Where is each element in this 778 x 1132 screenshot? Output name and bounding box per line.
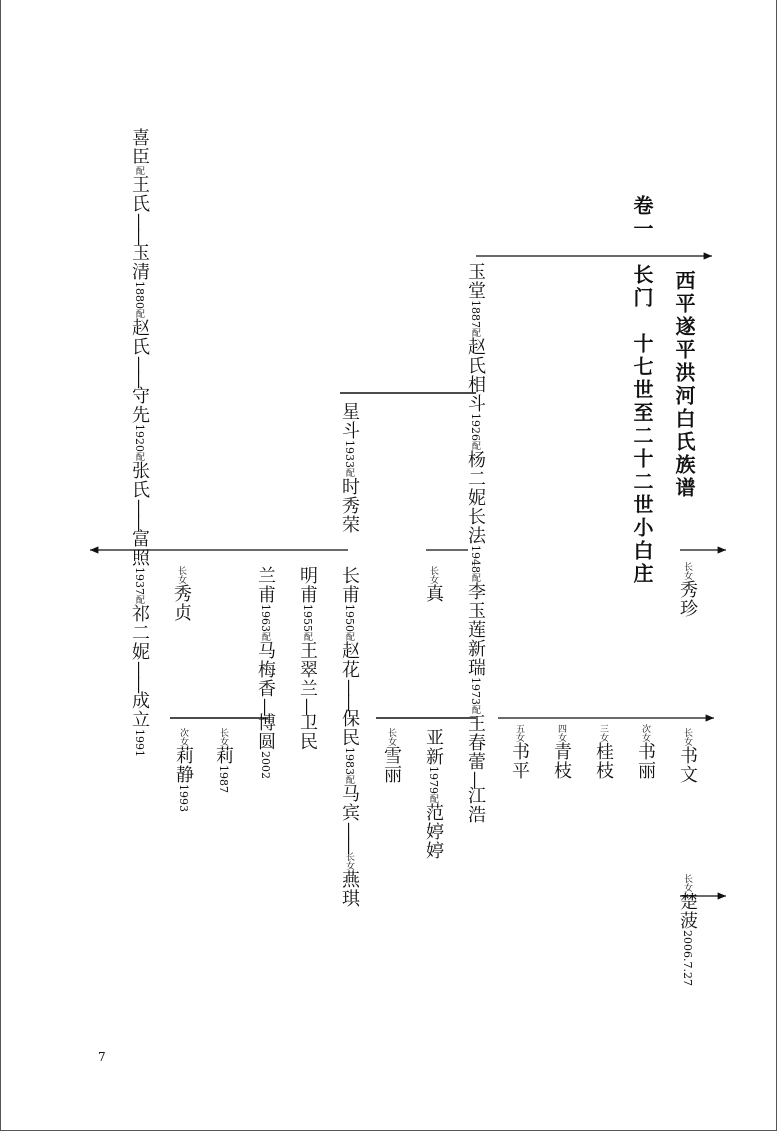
spouse-name: 王翠兰 bbox=[297, 641, 318, 698]
person-name: 亚新 bbox=[423, 728, 444, 766]
spouse-marker: 配 bbox=[134, 309, 144, 318]
spouse-name: 马宾 bbox=[339, 784, 360, 822]
lineage-column-mingfu bbox=[296, 566, 318, 751]
volume-heading bbox=[630, 195, 654, 586]
daughter-4 bbox=[550, 724, 572, 780]
birth-year: 1920 bbox=[133, 424, 146, 452]
child-order-tag: 长女 bbox=[176, 566, 186, 584]
person-name: 长法 bbox=[465, 507, 486, 545]
person-name: 书丽 bbox=[635, 742, 656, 780]
spouse-marker: 配 bbox=[134, 595, 144, 604]
lineage-column-xiuzhen bbox=[676, 562, 698, 618]
child-order-tag: 长女 bbox=[682, 728, 692, 746]
birth-year: 2002 bbox=[259, 751, 272, 779]
birth-year: 1973 bbox=[469, 677, 482, 705]
lineage-column-yaxin bbox=[422, 728, 444, 860]
person-name: 玉堂 bbox=[465, 262, 486, 300]
connector: —— bbox=[339, 679, 360, 709]
spouse-name: 马梅香 bbox=[255, 641, 276, 698]
connector: —— bbox=[129, 356, 150, 386]
lineage-column-xingdou bbox=[338, 402, 360, 534]
person-name: 书文 bbox=[677, 746, 698, 784]
spouse-marker: 配 bbox=[134, 452, 144, 461]
birth-year: 1880 bbox=[133, 281, 146, 309]
spouse-marker: 配 bbox=[344, 468, 354, 477]
child-order-tag: 长女 bbox=[386, 728, 396, 746]
spouse-marker: 配 bbox=[344, 775, 354, 784]
person-name: 长甫 bbox=[339, 566, 360, 604]
person-name: 桂枝 bbox=[593, 742, 614, 780]
person-name: 玉清 bbox=[129, 243, 150, 281]
person-name: 博圆 bbox=[255, 713, 276, 751]
volume-branch: 长门 bbox=[630, 264, 654, 310]
birth-year: 1955 bbox=[301, 604, 314, 632]
volume-range: 十七世至二十二世小白庄 bbox=[630, 333, 654, 586]
lineage-column-xueli bbox=[380, 728, 402, 784]
person-name: 喜臣 bbox=[129, 128, 150, 166]
birth-year: 1948 bbox=[469, 545, 482, 573]
spouse-name: 李玉莲 bbox=[465, 582, 486, 639]
connector: —— bbox=[129, 661, 150, 691]
person-name: 秀珍 bbox=[677, 580, 698, 618]
child-order-tag: 五女 bbox=[514, 724, 524, 742]
spouse-marker: 配 bbox=[470, 573, 480, 582]
child-order-tag: 三女 bbox=[598, 724, 608, 742]
spouse-marker: 配 bbox=[470, 441, 480, 450]
spouse-name: 王氏 bbox=[129, 175, 150, 213]
connector: — bbox=[255, 698, 276, 713]
spouse-name: 赵氏 bbox=[465, 337, 486, 375]
lineage-column-xiuzhen-daughter bbox=[170, 566, 192, 622]
spouse-name: 时秀荣 bbox=[339, 477, 360, 534]
birth-date: 2006.7.27 bbox=[681, 930, 694, 986]
person-name: 新瑞 bbox=[465, 639, 486, 677]
person-name: 楚菠 bbox=[677, 892, 698, 930]
person-name: 江浩 bbox=[465, 786, 486, 824]
person-name: 书平 bbox=[509, 742, 530, 780]
child-order-tag: 长女 bbox=[428, 566, 438, 584]
daughter-2 bbox=[634, 724, 656, 780]
person-name: 成立 bbox=[129, 691, 150, 729]
person-name: 真 bbox=[423, 584, 444, 603]
person-name: 秀贞 bbox=[171, 584, 192, 622]
lineage-column-lijing bbox=[172, 728, 194, 812]
connector: —— bbox=[129, 499, 150, 529]
spouse-name: 王春蕾 bbox=[465, 714, 486, 771]
spouse-marker: 配 bbox=[302, 632, 312, 641]
child-order-tag: 长女 bbox=[682, 562, 692, 580]
lineage-column-xichen bbox=[128, 128, 150, 757]
spouse-marker: 配 bbox=[428, 794, 438, 803]
birth-year: 1937 bbox=[133, 567, 146, 595]
spouse-name: 赵花 bbox=[339, 641, 360, 679]
lineage-column-lanfu bbox=[254, 566, 276, 779]
genealogy-title: 西平遂平洪河白氏族谱 bbox=[672, 270, 696, 500]
spouse-marker: 配 bbox=[470, 328, 480, 337]
child-order-tag: 四女 bbox=[556, 724, 566, 742]
person-name: 相斗 bbox=[465, 375, 486, 413]
child-order-tag: 长女 bbox=[218, 728, 228, 746]
person-name: 莉 bbox=[213, 746, 234, 765]
person-name: 莉静 bbox=[173, 746, 194, 784]
birth-year: 1963 bbox=[259, 604, 272, 632]
connector: —— bbox=[339, 822, 360, 852]
person-name: 青枝 bbox=[551, 742, 572, 780]
person-name: 雪丽 bbox=[381, 746, 402, 784]
daughter-3 bbox=[592, 724, 614, 780]
lineage-column-yutang bbox=[464, 262, 486, 824]
child-order-tag: 长女 bbox=[682, 874, 692, 892]
birth-year: 1979 bbox=[427, 766, 440, 794]
birth-year: 1987 bbox=[217, 765, 230, 793]
child-order-tag: 次女 bbox=[178, 728, 188, 746]
spouse-name: 杨二妮 bbox=[465, 450, 486, 507]
person-name: 明甫 bbox=[297, 566, 318, 604]
connector: — bbox=[297, 698, 318, 713]
birth-year: 1950 bbox=[343, 604, 356, 632]
person-name: 燕琪 bbox=[339, 870, 360, 908]
connector: — bbox=[465, 771, 486, 786]
connector: —— bbox=[129, 213, 150, 243]
lineage-column-changfu bbox=[338, 566, 360, 908]
person-name: 守先 bbox=[129, 386, 150, 424]
person-name: 富照 bbox=[129, 529, 150, 567]
spouse-name: 祁二妮 bbox=[129, 604, 150, 661]
person-name: 卫民 bbox=[297, 713, 318, 751]
spouse-marker: 配 bbox=[260, 632, 270, 641]
person-name: 保民 bbox=[339, 709, 360, 747]
person-name: 星斗 bbox=[339, 402, 360, 440]
spouse-marker: 配 bbox=[470, 705, 480, 714]
volume-number: 卷一 bbox=[630, 195, 654, 241]
daughter-1 bbox=[676, 728, 698, 784]
birth-year: 1933 bbox=[343, 440, 356, 468]
birth-year: 1993 bbox=[177, 784, 190, 812]
lineage-column-chubo bbox=[676, 874, 698, 986]
child-order-tag: 次女 bbox=[640, 724, 650, 742]
birth-year: 1983 bbox=[343, 747, 356, 775]
birth-year: 1991 bbox=[133, 729, 146, 757]
spouse-name: 范婷婷 bbox=[423, 803, 444, 860]
spouse-marker: 配 bbox=[134, 166, 144, 175]
spouse-name: 张氏 bbox=[129, 461, 150, 499]
birth-year: 1887 bbox=[469, 300, 482, 328]
lineage-column-zhen bbox=[422, 566, 444, 603]
spouse-name: 赵氏 bbox=[129, 318, 150, 356]
daughter-5 bbox=[508, 724, 530, 780]
birth-year: 1926 bbox=[469, 413, 482, 441]
lineage-column-li bbox=[212, 728, 234, 793]
child-order-tag: 长女 bbox=[344, 852, 354, 870]
spouse-marker: 配 bbox=[344, 632, 354, 641]
person-name: 兰甫 bbox=[255, 566, 276, 604]
page-number: 7 bbox=[98, 1050, 106, 1064]
